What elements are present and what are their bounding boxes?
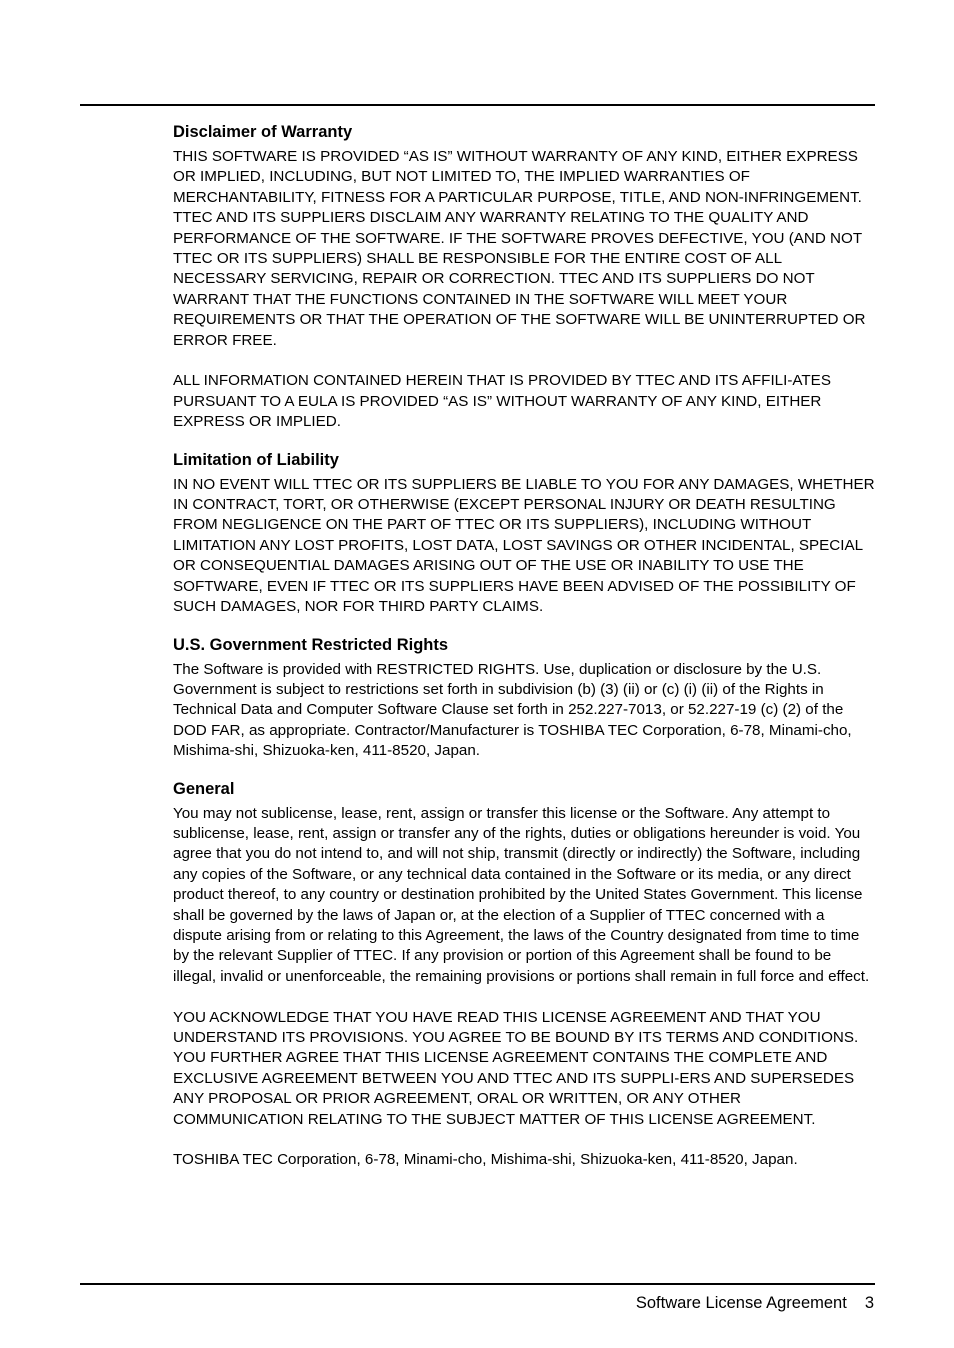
page-footer <box>636 1294 874 1313</box>
document-body <box>173 121 875 1187</box>
header-rule <box>80 104 875 106</box>
section-us-government-restricted-rights <box>173 634 875 762</box>
footer-rule <box>80 1283 875 1285</box>
section-paragraph: The Software is provided with RESTRICTED RIGHTS. Use, duplication or disclosure by the U.S. Government is subject to restrictions set forth in subdivision (b) (3) (ii) or (c) (i) (ii) of the Rights in Technical Data and Computer Software Clause set forth in 252.227-7013, or 52.227-19 (c) (2) of the DOD FAR, as appropriate. Contractor/Manufacturer is TOSHIBA TEC Corporation, 6-78, Minami-cho, Mishima-shi, Shizuoka-ken, 411-8520, Japan. <box>173 660 852 760</box>
section-paragraph: You may not sublicense, lease, rent, assign or transfer this license or the Software. Any attempt to sublicense, lease, rent, assign or transfer any of the rights, duties or obligations hereunder is void. You agree that you do not intend to, and will not ship, transmit (directly or indirectly) the Software, including any copies of the Software, or any technical data contained in the Software or its media, or any direct product thereof, to any country or destination prohibited by the United States Government. This license shall be governed by the laws of Japan or, at the election of a Supplier of TTEC concerned with a dispute arising from or relating to this Agreement, the laws of the Country designated from time to time by the relevant Supplier of TTEC. If any provision or portion of this Agreement shall be found to be illegal, invalid or unenforceable, the remaining provisions or portions shall remain in full force and effect. <box>173 804 870 985</box>
section-paragraph: YOU ACKNOWLEDGE THAT YOU HAVE READ THIS LICENSE AGREEMENT AND THAT YOU UNDERSTAND ITS PROVISIONS. YOU AGREE TO BE BOUND BY ITS TERMS AND CONDITIONS. YOU FURTHER AGREE THAT THIS LICENSE AGREEMENT CONTAINS THE COMPLETE AND EXCLUSIVE AGREEMENT BETWEEN YOU AND TTEC AND ITS SUPPLI-ERS AND SUPERSEDES ANY PROPOSAL OR PRIOR AGREEMENT, ORAL OR WRITTEN, OR ANY OTHER COMMUNICATION RELATING TO THE SUBJECT MATTER OF THIS LICENSE AGREEMENT. <box>173 1008 859 1128</box>
section-paragraph: IN NO EVENT WILL TTEC OR ITS SUPPLIERS BE LIABLE TO YOU FOR ANY DAMAGES, WHETHER IN CONTRACT, TORT, OR OTHERWISE (EXCEPT PERSONAL INJURY OR DEATH RESULTING FROM NEGLIGENCE ON THE PART OF TTEC OR ITS SUPPLIERS), INCLUDING WITHOUT LIMITATION ANY LOST PROFITS, LOST DATA, LOST SAVINGS OR OTHER INCIDENTAL, SPECIAL OR CONSEQUENTIAL DAMAGES ARISING OUT OF THE USE OR INABILITY TO USE THE SOFTWARE, EVEN IF TTEC OR ITS SUPPLIERS HAVE BEEN ADVISED OF THE POSSIBILITY OF SUCH DAMAGES, NOR FOR THIRD PARTY CLAIMS. <box>173 475 875 616</box>
section-general <box>173 778 875 1171</box>
page-number: 3 <box>864 1294 874 1312</box>
section-paragraph: THIS SOFTWARE IS PROVIDED “AS IS” WITHOUT WARRANTY OF ANY KIND, EITHER EXPRESS OR IMPLIED, INCLUDING, BUT NOT LIMITED TO, THE IMPLIED WARRANTIES OF MERCHANTABILITY, FITNESS FOR A PARTICULAR PURPOSE, TITLE, AND NON-INFRINGEMENT. TTEC AND ITS SUPPLIERS DISCLAIM ANY WARRANTY RELATING TO THE QUALITY AND PERFORMANCE OF THE SOFTWARE. IF THE SOFTWARE PROVES DEFECTIVE, YOU (AND NOT TTEC OR ITS SUPPLIERS) SHALL BE RESPONSIBLE FOR THE ENTIRE COST OF ALL NECESSARY SERVICING, REPAIR OR CORRECTION. TTEC AND ITS SUPPLIERS DO NOT WARRANT THAT THE FUNCTIONS CONTAINED IN THE SOFTWARE WILL MEET YOUR REQUIREMENTS OR THAT THE OPERATION OF THE SOFTWARE WILL BE UNINTERRUPTED OR ERROR FREE. <box>173 148 866 349</box>
section-heading: Limitation of Liability <box>173 450 339 469</box>
section-paragraph: ALL INFORMATION CONTAINED HEREIN THAT IS PROVIDED BY TTEC AND ITS AFFILI-ATES PURSUANT TO A EULA IS PROVIDED “AS IS” WITHOUT WARRANTY OF ANY KIND, EITHER EXPRESS OR IMPLIED. <box>173 372 831 431</box>
section-heading: Disclaimer of Warranty <box>173 123 353 141</box>
section-disclaimer-of-warranty <box>173 121 875 433</box>
section-paragraph: TOSHIBA TEC Corporation, 6-78, Minami-cho, Mishima-shi, Shizuoka-ken, 411-8520, Japan. <box>173 1151 798 1169</box>
section-heading: General <box>173 779 235 798</box>
section-heading: U.S. Government Restricted Rights <box>173 635 449 654</box>
section-limitation-of-liability <box>173 449 875 618</box>
footer-title: Software License Agreement <box>635 1294 847 1312</box>
